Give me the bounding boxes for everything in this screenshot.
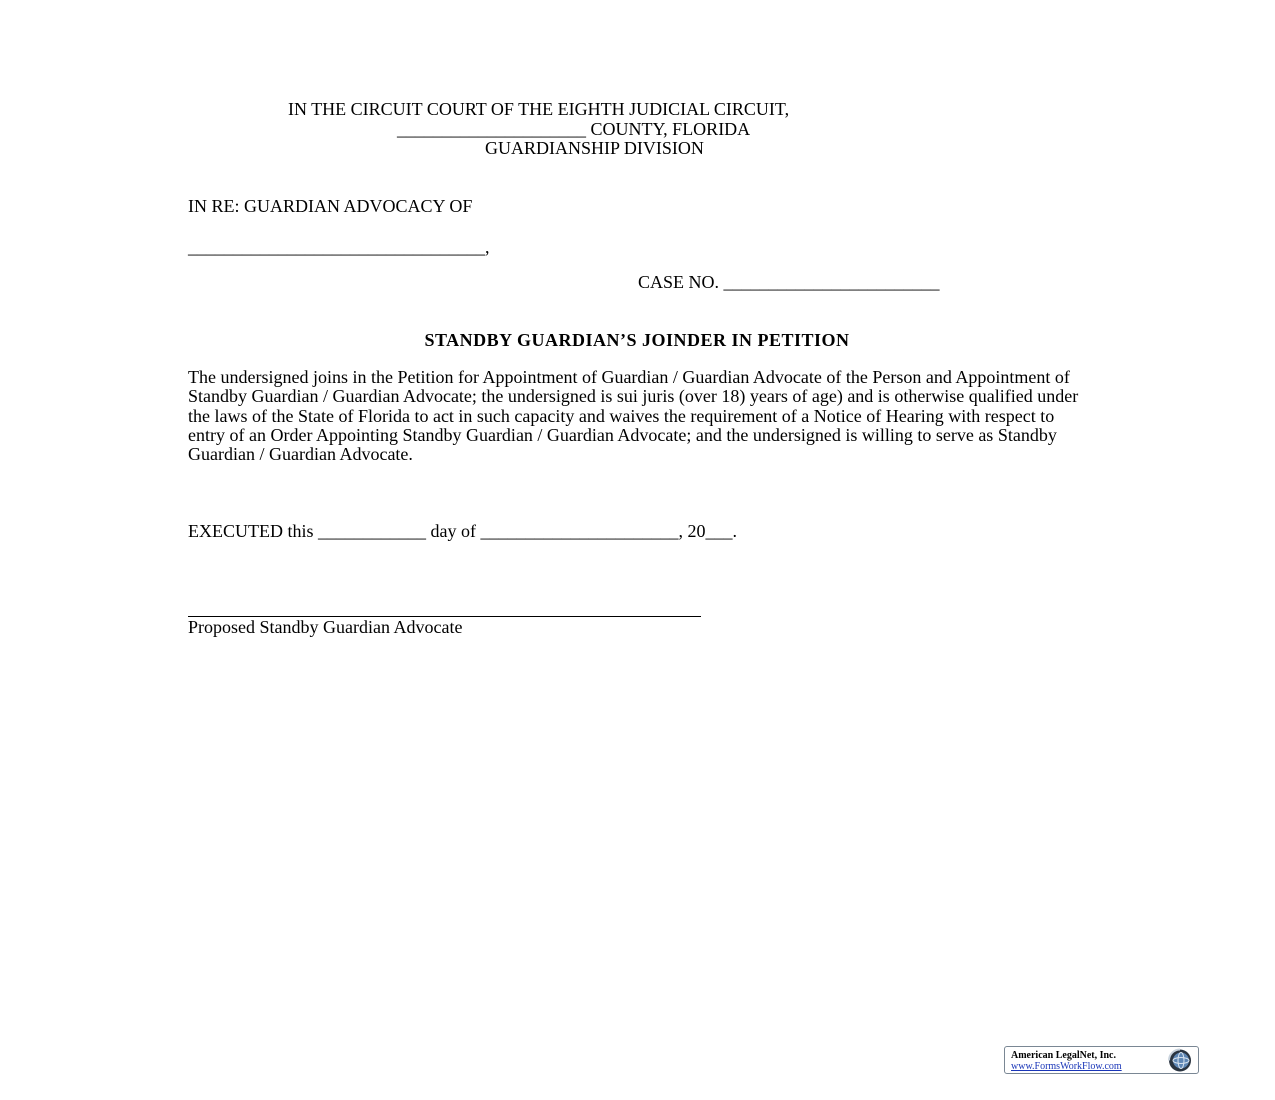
website-link[interactable]: www.FormsWorkFlow.com [1011, 1061, 1122, 1072]
in-re-caption: IN RE: GUARDIAN ADVOCACY OF [188, 196, 473, 216]
forms-workflow-logo[interactable] [1004, 1046, 1199, 1074]
signature-label: Proposed Standby Guardian Advocate [188, 617, 463, 637]
company-name: American LegalNet, Inc. [1011, 1050, 1116, 1061]
joinder-body-paragraph: The undersigned joins in the Petition for Appointment of Guardian / Guardian Advocate of the Person and Appointment of Standby Guardian / Guardian Advocate; the undersigned is sui juris (over 18) years of age) and is otherwise qualified under the laws of the State of Florida to act in such capacity and waives the requirement of a Notice of Hearing with respect to entry of an Order Appointing Standby Guardian / Guardian Advocate; and the undersigned is willing to serve as Standby Guardian / Guardian Advocate. [188, 367, 1079, 465]
county-header-line: _____________________ COUNTY, FLORIDA [397, 119, 751, 139]
ward-name-blank: _________________________________, [188, 237, 490, 257]
case-number-field: CASE NO. ________________________ [638, 272, 940, 292]
division-header-line: GUARDIANSHIP DIVISION [485, 138, 704, 158]
court-header-line: IN THE CIRCUIT COURT OF THE EIGHTH JUDICIAL CIRCUIT, [288, 99, 790, 119]
executed-date-line: EXECUTED this ____________ day of ______________________, 20___. [188, 521, 737, 541]
document-title: STANDBY GUARDIAN’S JOINDER IN PETITION [424, 330, 850, 350]
globe-logo-icon [1165, 1048, 1195, 1073]
